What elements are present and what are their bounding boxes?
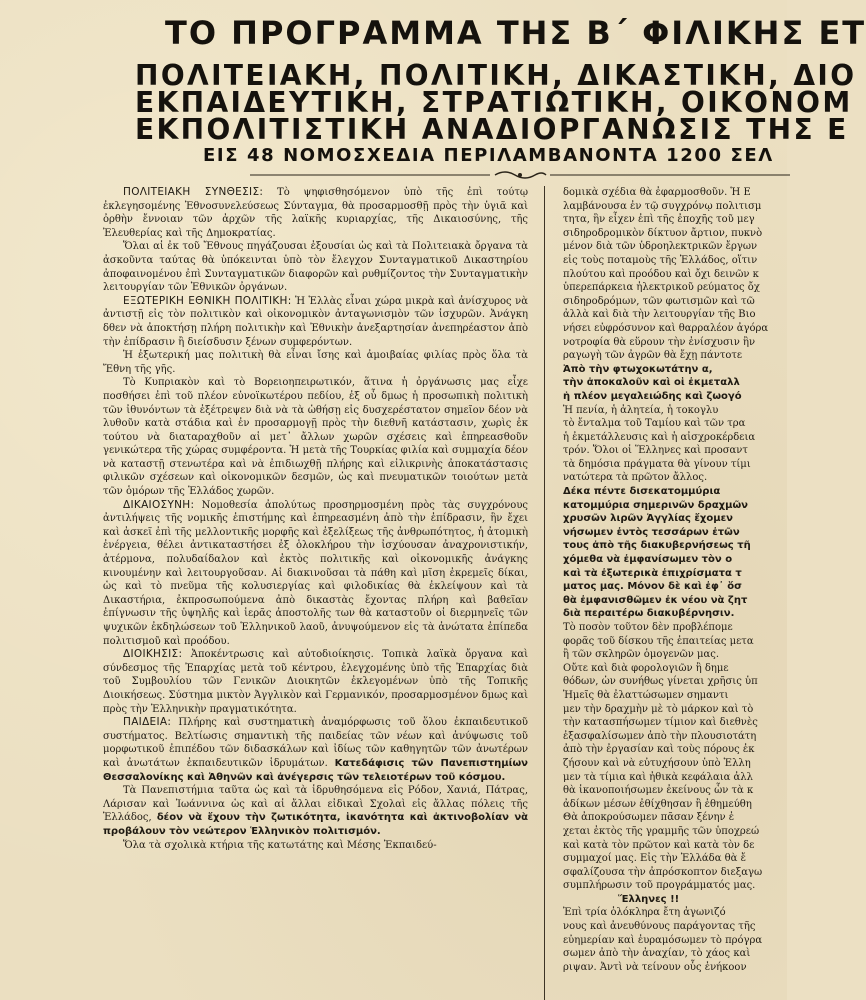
text-line: τους ἀπὸ τῆς διακυβερνήσεως τῆ (563, 540, 751, 552)
text-line: Τὸ ποσὸν τοῦτον δὲν προβλέπομε (563, 622, 733, 633)
text-line: ἀλλὰ καὶ διὰ τὴν λειτουργίαν τῆς Βιο (563, 309, 756, 321)
text-line: ἀπὸ τὴν ἐργασίαν καὶ τοὺς πόρους ἐκ (563, 744, 755, 756)
main-headline: ΤΟ ΠΡΟΓΡΑΜΜΑ ΤΗΣ Β΄ ΦΙΛΙΚΗΣ ΕΤ (165, 14, 866, 52)
heading-justice: ΔΙΚΑΙΟΣΥΝΗ: (123, 498, 195, 511)
text-line: σιδηροδρόμων, τῶν φωτισμῶν καὶ τῶ (563, 295, 755, 307)
text-line: ἡ ἐκμετάλλευσις καὶ ἡ αἰσχροκέρδεια (563, 431, 756, 443)
text-line: νους καὶ ἀνευθύνους παράγοντας τῆς (563, 921, 756, 933)
text-line: κατομμύρια σημερινῶν δραχμῶν (563, 499, 748, 511)
text-line: ἀδίκων μέσων ἐθίχθησαν ἢ ἐθημεύθη (563, 798, 752, 810)
text-line: θὰ ἱκανοποιήσωμεν ἐκείνους ὧν τὰ κ (563, 785, 754, 797)
text-line: καὶ τὰ ἐξωτερικὰ ἐπιχρίσματα τ (563, 567, 742, 579)
heading-foreign-policy: ΕΞΩΤΕΡΙΚΗ ΕΘΝΙΚΗ ΠΟΛΙΤΙΚΗ: (123, 294, 292, 307)
paragraph: Ὅλαι αἱ ἐκ τοῦ Ἔθνους πηγάζουσαι ἐξουσίαι ὡς καὶ τὰ Πολιτειακὰ ὄργανα τὰ ἀσκοῦντα ταύτας θὰ ὑπόκεινται ὑπὸ τὸν ἔλεγχον Συνταγματικοῦ Δικαστηρίου ἀποφαινομένου ἐπὶ Συνταγματικῶν διαφορῶν καὶ ρυθμίζοντος τὴν Συνταγματικὴν λειτουργίαν τῶν Ἐθνικῶν ὀργάνων. (103, 241, 528, 294)
text-line: σφαλίζουσα τὴν ἀπρόσκοπτον διεξαγω (563, 866, 763, 878)
right-article-column (563, 186, 793, 1000)
text-line: μεν τὰ τίμια καὶ ἠθικὰ κεφάλαια ἀλλ (563, 771, 753, 783)
text-line: ἐξασφαλίσωμεν ἀπὸ τὴν πλουσιοτάτη (563, 730, 757, 742)
section-education (103, 716, 528, 784)
text-line: Ἕλληνες !! (618, 893, 680, 905)
paragraph: Ὅλα τὰ σχολικὰ κτήρια τῆς κατωτάτης καὶ Μέσης Ἐκπαιδεύ- (123, 839, 437, 851)
text-line: νοτροφία θὰ εὕρουν τὴν ἐνίσχυσιν ἢν (563, 336, 756, 348)
paragraph: Πλήρης καὶ συστηματικὴ ἀναμόρφωσις τοῦ ὅλου ἐκπαιδευτικοῦ συστήματος. Βελτίωσις σημαντικὴ τῆς παιδείας τῶν νέων καὶ ἀνύψωσις τοῦ μορφωτικοῦ ἐπιπέδου τῶν διδασκάλων καὶ ἰδίως τῶν καθηγητῶν τῶν ἀνωτέρων καὶ ἀνωτάτων ἐκπαιδευτικῶν ἱδρυμάτων. (103, 717, 528, 769)
text-line: θὰ ἐμφανισθῶμεν ἐκ νέου νὰ ζητ (563, 594, 748, 606)
heading-education: ΠΑΙΔΕΙΑ: (123, 716, 172, 729)
bold-statement: Κατεδάφισις τῶν Πανεπιστημίων Θεσσαλονίκης καὶ Ἀθηνῶν καὶ ἀνέγερσις τῶν τελειοτέρων τοῦ κόσμου. (103, 757, 528, 783)
text-line: συμπλήρωσιν τοῦ προγράμματός μας. (563, 880, 756, 892)
column-rule (544, 186, 545, 1000)
text-line: νήσει εὐφρόσυνον καὶ θαρραλέον ἀγόρα (563, 322, 769, 334)
text-line: τὰ δημόσια πράγματα θὰ γίνουν τίμι (563, 458, 751, 470)
text-line: τὴν κατασπήσωμεν τίμιον καὶ διεθνὲς (563, 717, 758, 729)
text-line: Ἡμεῖς θὰ ἐλαττώσωμεν σημαντι (563, 689, 729, 701)
paragraph: Ἡ Ἑλλὰς εἶναι χώρα μικρὰ καὶ ἀνίσχυρος νὰ ἀντιστῇ εἰς τὸν πολιτικὸν καὶ οἰκονομικὸν ἀνταγωνισμὸν τῶν ἰσχυρῶν. Ἀνάγκη δθεν νὰ ἀποκτήσῃ πλήρη πολιτικὴν καὶ Ἐθνικὴν ἀνεξαρτησίαν ἀνεπηρέαστον ἀπὸ τὴν ἐπίδρασιν ἢ διείσδυσιν ξένων συμφερόντων. (103, 295, 528, 348)
text-line: σωμεν ἀπὸ τὴν ἀναχίαν, τὸ χάος καὶ (563, 948, 751, 960)
text-line: Ἐπὶ τρία ὁλόκληρα ἔτη ἀγωνιζό (563, 907, 726, 919)
section-political-composition (103, 186, 528, 240)
text-line: τρόν. Ὅλοι οἱ Ἕλληνες καὶ προσαντ (563, 445, 748, 457)
left-article-column (103, 186, 528, 1000)
text-line: λαμβάνουσα ἐν τῷ συγχρόνῳ πολιτισμ (563, 200, 762, 212)
text-line: ραγωγὴ τῶν ἀγρῶν θὰ ἔχῃ πάντοτε (563, 350, 743, 362)
paragraph: Ἀποκέντρωσις καὶ αὐτοδιοίκησις. Τοπικὰ λαϊκὰ ὄργανα καὶ σύνδεσμος τῆς Ἐπαρχίας μετὰ τοῦ κέντρου, ἐλεγχομένης ὑπὸ τῆς Ἐπαρχίας διὰ τοῦ Συμβουλίου τῶν Γενικῶν Διοικητῶν ἐκλεγομένων ὑπὸ τῆς Τοπικῆς Διοικήσεως. Σύστημα μικτὸν Ἀγγλικὸν καὶ Γερμανικόν, προσαρμοσμένον δμως καὶ πρὸς τὴν Ἑλληνικὴν πραγματικότητα. (103, 649, 528, 715)
text-line: διὰ περαιτέρω διακυβέρνησιν. (563, 608, 735, 620)
headline-line-4: ΕΚΠΟΛΙΤΙΣΤΙΚΗ ΑΝΑΔΙΟΡΓΑΝΩΣΙΣ ΤΗΣ Ε (135, 113, 849, 146)
paragraph: Ἡ ἐξωτερική μας πολιτικὴ θὰ εἶναι ἴσης καὶ ἀμοιβαίας φιλίας πρὸς ὅλα τὰ Ἔθνη τῆς γῆς. (103, 350, 528, 375)
bold-statement: δέον νὰ ἔχουν τὴν ζωτικότητα, ἱκανότητα καὶ ἀκτινοβολίαν νὰ προβάλουν τὸν νεώτερον Ἑλληνικὸν πολιτισμόν. (103, 812, 528, 837)
headline-line-3: ΕΚΠΑΙΔΕΥΤΙΚΗ, ΣΤΡΑΤΙΩΤΙΚΗ, ΟΙΚΟΝΟΜ (135, 86, 853, 119)
text-line: Οὔτε καὶ διὰ φορολογιῶν ἢ δημε (563, 662, 729, 674)
text-line: σιδηροδρομικὸν δίκτυον ἄρτιον, πυκνὸ (563, 227, 763, 239)
text-line: εὐημερίαν καὶ ἐυραμόσωμεν τὸ πρόγρα (563, 934, 763, 946)
text-line: μεν τὴν δραχμὴν μὲ τὸ μάρκον καὶ τὸ (563, 703, 754, 715)
text-line: ἡ πλέον μεγαλειώδης καὶ ζωογό (563, 390, 742, 402)
text-line: χεται ἐκτὸς τῆς γραμμῆς τῶν ὑποχρεώ (563, 825, 760, 837)
text-line: θόδων, ὡν συνήθως γίνεται χρῆσις ὑπ (563, 676, 758, 688)
text-line: ζήσουν καὶ νὰ εὐτυχήσουν ὑπὸ Ἑλλη (563, 757, 751, 769)
paragraph (103, 784, 528, 838)
text-line: χόμεθα νὰ ἐμφανίσωμεν τὸν ο (563, 554, 733, 566)
heading-political-composition: ΠΟΛΙΤΕΙΑΚΗ ΣΥΝΘΕΣΙΣ: (123, 186, 264, 198)
text-line: Θὰ ἀποκρούσωμεν πᾶσαν ξένην ἐ (563, 812, 735, 824)
headline-line-2: ΠΟΛΙΤΕΙΑΚΗ, ΠΟΛΙΤΙΚΗ, ΔΙΚΑΣΤΙΚΗ, ΔΙΟ (135, 59, 857, 92)
text-line: Ἀπὸ τὴν φτωχοκωτάτην α, (563, 363, 713, 375)
section-justice (103, 499, 528, 649)
text-line: Δέκα πέντε δισεκατομμύρια (563, 486, 721, 498)
paragraph-text: Τὰ Πανεπιστήμια ταῦτα ὡς καὶ τὰ ἱδρυθησόμενα εἰς Ρόδον, Χανιά, Πάτρας, Λάρισαν καὶ Ἰωάννινα ὡς καὶ αἱ ἄλλαι εἰδικαὶ Σχολαὶ εἰς ἄλλας πόλεις τῆς Ἑλλάδος, (103, 785, 528, 824)
text-line: τητα, ἣν εἶχεν ἐπὶ τῆς ἐποχῆς τοῦ μεγ (563, 214, 755, 226)
text-line: χρυσῶν λιρῶν Ἀγγλίας ἔχομεν (563, 513, 733, 525)
text-line: φορᾶς τοῦ δίσκου τῆς ἐπαιτείας μετα (563, 635, 754, 647)
paragraph: Νομοθεσία ἀπολύτως προσηρμοσμένη πρὸς τὰς συγχρόνους ἀντιλήψεις τῆς νομικῆς ἐπιστήμης καὶ ἐπηρεασμένη ἀπὸ τὴν ἐπίδρασιν, ἣν ἔχει καὶ ἀσκεῖ ἐπὶ τῆς μελλοντικῆς μορφῆς καὶ ἐξελίξεως τῆς ἀνθρωπότητος, ἡ ἀτομικὴ ἐνέργεια, θέλει ἀντικαταστήσει ἐξ ὁλοκλήρου τὴν ἰσχύουσαν ἀναχρονιστικήν, ἀτέρμονα, πολυδαίδαλον καὶ ἐκτὸς πολιτικῆς καὶ οἰκονομικῆς ἀνάγκης κινουμένην καὶ λειτουργοῦσαν. Αἱ διακινοῦσαι τὰ πάθη καὶ μῖση ἐκρεμεῖς δίκαι, ὡς καὶ τὸ πνεῦμα τῆς κολυσιεργίας καὶ φιλοδικίας θὰ ἐκλείψουν καὶ τὰ Δικαστήρια, ἐκπροσωπούμενα ἀπὸ δικαστὰς ἔχοντας πλήρη καὶ βαθεῖαν ἐπίγνωσιν τῆς ὑψηλῆς καὶ ἱερᾶς ἀποστολῆς των θὰ καταστοῦν οἱ διερμηνεῖς τῶν ψυχικῶν ἐκδηλώσεων τοῦ Ἑλληνικοῦ λαοῦ, ἀνυψούμενον εἰς τὰ ἀνώτατα ἐπίπεδα πολιτισμοῦ καὶ προόδου. (103, 499, 528, 647)
text-line: ριψαν. Ἀντὶ νὰ τείνουν οὗς ἐνήκοον (563, 961, 747, 973)
text-line: ἢ τῶν σκληρῶν ὁμογενῶν μας. (563, 649, 720, 661)
paragraph: Τὸ Κυπριακὸν καὶ τὸ Βορειοηπειρωτικόν, ἅτινα ἡ ὀργάνωσις μας εἶχε ποσθήσει ἐπὶ τοῦ πλέον εὐνοϊκωτέρου πεδίου, ἐξ οὗ δμως ἡ προσωπικὴ πολιτικὴ τῶν ἰθυνόντων τὰ ἐξέτρεψεν διὰ νὰ τὰ ὡθήσῃ εἰς δυσχερέστατον σημεῖον δέον νὰ λυθοῦν κατὰ στάδια καὶ ἐν προσαρμογῇ πρὸς τὴν διεθνῆ κατάστασιν, χωρὶς ἐκ τούτου νὰ διαταραχθοῦν αἱ μετ᾽ ἄλλων χωρῶν σχέσεις καὶ ἐπηρεασθοῦν γενικώτερα τῆς χώρας συμφέροντα. Ἡ μετὰ τῆς Τουρκίας φιλία καὶ συμμαχία δέον νὰ καταστῇ στενωτέρα καὶ νὰ ἐπιδιωχθῇ πλήρης καὶ εἰλικρινὴς ἀποκατάστασις φιλικῶν σχέσεων καὶ οἰκονομικῶν δεσμῶν, ὡς καὶ πνευματικῶν τοιούτων μετὰ τῶν ὁμόρων τῆς Ἑλλάδος χωρῶν. (103, 377, 528, 498)
text-line: συμμαχοί μας. Εἰς τὴν Ἑλλάδα θὰ ἔ (563, 853, 746, 865)
text-line: δομικὰ σχέδια θὰ ἐφαρμοσθοῦν. Ἡ Ε (563, 187, 751, 198)
paragraph: Τὸ ψηφισθησόμενον ὑπὸ τῆς ἐπὶ τούτῳ ἐκλεγησομένης Ἐθνοσυνελεύσεως Σύνταγμα, θὰ προσαρμοσθῇ πρὸς τὴν ὑγιᾶ καὶ ὀρθὴν ἔννοιαν τῶν ἀρχῶν τῆς λαϊκῆς κυριαρχίας, τῆς Δικαιοσύνης, τῆς Ἐλευθερίας καὶ τῆς Δημοκρατίας. (103, 187, 529, 239)
text-line: μένον διὰ τῶν ὑδροηλεκτρικῶν ἔργων (563, 241, 758, 253)
text-line: τὴν ἀποκαλοῦν καὶ οἱ ἐκμεταλλ (563, 377, 740, 389)
text-line: ὑπερεπάρκεια ἠλεκτρικοῦ ρεύματος ὄχ (563, 282, 760, 294)
text-line: εἰς τοὺς ποταμοὺς τῆς Ἑλλάδος, οἵτιν (563, 254, 758, 266)
section-administration (103, 648, 528, 716)
text-line: τὸ ἔνταλμα τοῦ Ταμίου καὶ τῶν τρα (563, 418, 746, 430)
text-line: νήσωμεν ἐντὸς τεσσάρων ἐτῶν (563, 526, 740, 538)
section-foreign-policy (103, 295, 528, 349)
ornament-divider (250, 170, 790, 180)
text-line: ματος μας. Μόνον δὲ καὶ ἐφ᾽ ὅσ (563, 581, 742, 593)
text-line: Ἡ πενία, ἡ ἀλητεία, ἡ τοκογλυ (563, 404, 719, 416)
heading-administration: ΔΙΟΙΚΗΣΙΣ: (123, 648, 183, 661)
text-line: πλούτου καὶ προόδου καὶ ὄχι δεινῶν κ (563, 268, 759, 280)
headline-subline: ΕΙΣ 48 ΝΟΜΟΣΧΕΔΙΑ ΠΕΡΙΛΑΜΒΑΝΟΝΤΑ 1200 ΣΕΛ (203, 145, 774, 166)
text-line: νατώτερα τὰ πρῶτον ἄλλος. (563, 472, 708, 484)
text-line: καὶ κατὰ τὸν πρῶτον καὶ κατὰ τὸν δε (563, 839, 755, 851)
